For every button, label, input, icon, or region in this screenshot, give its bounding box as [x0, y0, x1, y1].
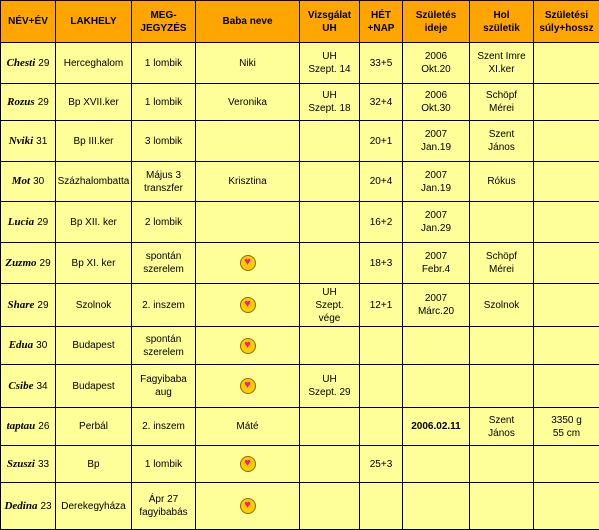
- note-cell: 3 lombik: [132, 121, 196, 162]
- place-cell: Derekegyháza: [56, 483, 132, 530]
- place-cell: Bp XII. ker: [56, 202, 132, 243]
- person-age: 29: [40, 258, 51, 269]
- baby-cell: [196, 365, 300, 408]
- where-cell: Schöpf Mérei: [470, 84, 534, 121]
- person-name: Szuszi: [7, 458, 35, 470]
- where-cell: Schöpf Mérei: [470, 243, 534, 284]
- place-cell: Bp XVII.ker: [56, 84, 132, 121]
- size-cell: [534, 84, 599, 121]
- table-row: [1, 284, 599, 327]
- place-cell: Szolnok: [56, 284, 132, 327]
- size-cell: 3350 g 55 cm: [534, 408, 599, 446]
- date-cell: 2007 Jan.29: [403, 202, 470, 243]
- header-where: Hol születik: [470, 1, 534, 43]
- header-exam: Vizsgálat UH: [300, 1, 360, 43]
- exam-cell: [300, 202, 360, 243]
- exam-cell: UH Szept. 29: [300, 365, 360, 408]
- exam-cell: UH Szept. 14: [300, 43, 360, 84]
- week-cell: 20+1: [360, 121, 403, 162]
- person-age: 34: [36, 381, 47, 392]
- size-cell: [534, 284, 599, 327]
- table-row: [1, 483, 599, 530]
- baby-cell: Veronika: [196, 84, 300, 121]
- heart-smiley-icon: [240, 456, 256, 472]
- week-cell: [360, 327, 403, 365]
- person-name: Dedina: [4, 500, 37, 512]
- person-age: 31: [36, 136, 47, 147]
- week-cell: 32+4: [360, 84, 403, 121]
- exam-cell: [300, 408, 360, 446]
- week-cell: 12+1: [360, 284, 403, 327]
- exam-cell: [300, 162, 360, 202]
- exam-cell: UH Szept. vége: [300, 284, 360, 327]
- place-cell: Bp XI. ker: [56, 243, 132, 284]
- where-cell: Szolnok: [470, 284, 534, 327]
- week-cell: 16+2: [360, 202, 403, 243]
- heart-smiley-icon: [240, 378, 256, 394]
- where-cell: [470, 202, 534, 243]
- date-cell: 2006.02.11: [403, 408, 470, 446]
- where-cell: Szent Imre XI.ker: [470, 43, 534, 84]
- date-cell: [403, 446, 470, 483]
- name-cell: [1, 365, 56, 408]
- header-size: Születési súly+hossz: [534, 1, 599, 43]
- exam-cell: [300, 327, 360, 365]
- person-age: 29: [38, 97, 49, 108]
- table-row: [1, 43, 599, 84]
- size-cell: [534, 327, 599, 365]
- person-age: 29: [37, 217, 48, 228]
- note-cell: 1 lombik: [132, 446, 196, 483]
- heart-smiley-icon: [240, 297, 256, 313]
- note-cell: spontán szerelem: [132, 243, 196, 284]
- exam-cell: [300, 446, 360, 483]
- where-cell: [470, 483, 534, 530]
- baby-cell: [196, 327, 300, 365]
- size-cell: [534, 202, 599, 243]
- heart-smiley-icon: [240, 498, 256, 514]
- date-cell: [403, 365, 470, 408]
- baby-cell: [196, 446, 300, 483]
- table-row: [1, 446, 599, 483]
- table-row: [1, 243, 599, 284]
- person-age: 29: [37, 300, 48, 311]
- person-name: Chesti: [7, 57, 36, 69]
- place-cell: Budapest: [56, 365, 132, 408]
- header-baby: Baba neve: [196, 1, 300, 43]
- name-cell: [1, 446, 56, 483]
- note-cell: Ápr 27 fagyibabás: [132, 483, 196, 530]
- note-cell: 1 lombik: [132, 84, 196, 121]
- size-cell: [534, 121, 599, 162]
- person-age: 30: [33, 176, 44, 187]
- where-cell: [470, 327, 534, 365]
- name-cell: [1, 327, 56, 365]
- week-cell: 18+3: [360, 243, 403, 284]
- week-cell: [360, 365, 403, 408]
- week-cell: 20+4: [360, 162, 403, 202]
- person-age: 33: [38, 459, 49, 470]
- header-name: NÉV+ÉV: [1, 1, 56, 43]
- table-row: [1, 162, 599, 202]
- heart-smiley-icon: [240, 338, 256, 354]
- table-row: [1, 408, 599, 446]
- table-row: [1, 202, 599, 243]
- place-cell: Herceghalom: [56, 43, 132, 84]
- heart-smiley-icon: [240, 255, 256, 271]
- header-place: LAKHELY: [56, 1, 132, 43]
- person-name: Csibe: [8, 380, 33, 392]
- person-name: Share: [7, 299, 34, 311]
- week-cell: 25+3: [360, 446, 403, 483]
- name-cell: [1, 284, 56, 327]
- header-row: [1, 1, 599, 43]
- name-cell: [1, 84, 56, 121]
- exam-cell: [300, 121, 360, 162]
- date-cell: [403, 327, 470, 365]
- exam-cell: [300, 243, 360, 284]
- name-cell: [1, 162, 56, 202]
- date-cell: [403, 483, 470, 530]
- name-cell: [1, 121, 56, 162]
- name-cell: [1, 202, 56, 243]
- person-name: Zuzmo: [5, 257, 36, 269]
- baby-cell: [196, 284, 300, 327]
- name-cell: [1, 43, 56, 84]
- date-cell: 2006 Okt.20: [403, 43, 470, 84]
- person-age: 23: [40, 501, 51, 512]
- size-cell: [534, 43, 599, 84]
- where-cell: Szent János: [470, 121, 534, 162]
- header-note: MEG- JEGYZÉS: [132, 1, 196, 43]
- baby-cell: Niki: [196, 43, 300, 84]
- place-cell: Bp III.ker: [56, 121, 132, 162]
- date-cell: 2007 Márc.20: [403, 284, 470, 327]
- table-row: [1, 327, 599, 365]
- person-age: 29: [38, 58, 49, 69]
- size-cell: [534, 483, 599, 530]
- size-cell: [534, 162, 599, 202]
- place-cell: Perbál: [56, 408, 132, 446]
- note-cell: 2 lombik: [132, 202, 196, 243]
- baby-cell: [196, 121, 300, 162]
- place-cell: Bp: [56, 446, 132, 483]
- where-cell: Rókus: [470, 162, 534, 202]
- name-cell: [1, 243, 56, 284]
- date-cell: 2007 Jan.19: [403, 121, 470, 162]
- size-cell: [534, 365, 599, 408]
- person-name: Edua: [9, 339, 33, 351]
- note-cell: spontán szerelem: [132, 327, 196, 365]
- week-cell: [360, 483, 403, 530]
- baby-cell: Krisztina: [196, 162, 300, 202]
- person-name: Nviki: [9, 135, 33, 147]
- date-cell: 2006 Okt.30: [403, 84, 470, 121]
- table-row: [1, 121, 599, 162]
- person-name: Rozus: [7, 96, 35, 108]
- note-cell: Május 3 transzfer: [132, 162, 196, 202]
- note-cell: Fagyibaba aug: [132, 365, 196, 408]
- person-age: 30: [36, 340, 47, 351]
- where-cell: [470, 446, 534, 483]
- name-cell: [1, 408, 56, 446]
- baby-cell: [196, 483, 300, 530]
- where-cell: [470, 365, 534, 408]
- person-name: Lucia: [8, 216, 34, 228]
- header-date: Születés ideje: [403, 1, 470, 43]
- baby-cell: [196, 243, 300, 284]
- place-cell: Százhalombatta: [56, 162, 132, 202]
- table-row: [1, 84, 599, 121]
- size-cell: [534, 243, 599, 284]
- note-cell: 2. inszem: [132, 284, 196, 327]
- person-name: Mot: [12, 175, 30, 187]
- note-cell: 1 lombik: [132, 43, 196, 84]
- baby-cell: [196, 202, 300, 243]
- place-cell: Budapest: [56, 327, 132, 365]
- week-cell: 33+5: [360, 43, 403, 84]
- exam-cell: UH Szept. 18: [300, 84, 360, 121]
- person-name: taptau: [7, 420, 36, 432]
- date-cell: 2007 Febr.4: [403, 243, 470, 284]
- name-cell: [1, 483, 56, 530]
- week-cell: [360, 408, 403, 446]
- baby-cell: Máté: [196, 408, 300, 446]
- exam-cell: [300, 483, 360, 530]
- person-age: 26: [38, 421, 49, 432]
- header-week: HÉT +NAP: [360, 1, 403, 43]
- where-cell: Szent János: [470, 408, 534, 446]
- table-row: [1, 365, 599, 408]
- size-cell: [534, 446, 599, 483]
- note-cell: 2. inszem: [132, 408, 196, 446]
- date-cell: 2007 Jan.19: [403, 162, 470, 202]
